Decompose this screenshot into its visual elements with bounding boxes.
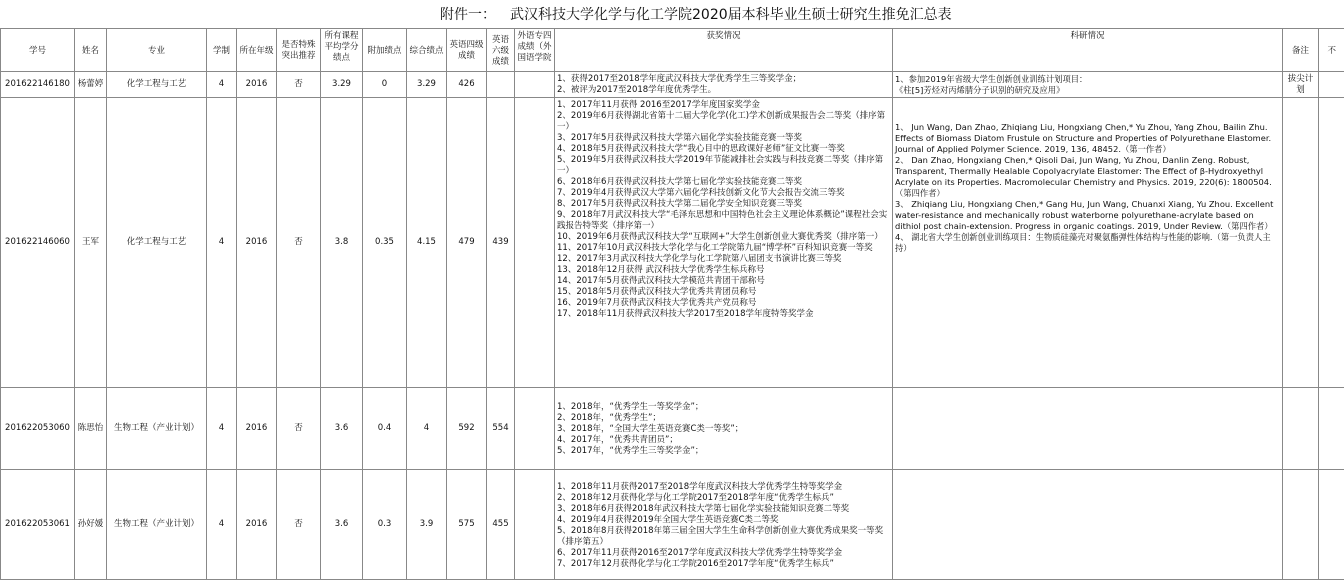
list-item: 1、2018年11月获得2017至2018学年度武汉科技大学优秀学生特等奖学金 (557, 482, 890, 493)
cell-total: 4.15 (407, 98, 447, 388)
cell-major: 生物工程（产业计划） (107, 470, 207, 580)
list-item: 2、2019年6月获得湖北省第十二届大学化学(化工)学术创新成果报告会二等奖（排序第一） (557, 111, 890, 133)
cell-gpa: 3.6 (321, 388, 363, 470)
table-row (1, 470, 1344, 580)
cell-gpa: 3.6 (321, 470, 363, 580)
cell-years: 4 (207, 72, 237, 98)
list-item: 3、2017年5月获得武汉科技大学第六届化学实验技能竞赛一等奖 (557, 133, 890, 144)
cell-foreign (515, 388, 555, 470)
cell-total: 3.29 (407, 72, 447, 98)
header-foreign: 外语专四成绩（外国语学院 (515, 29, 555, 72)
list-item: 15、2018年5月获得武汉科技大学优秀共青团员称号 (557, 287, 890, 298)
cell-years: 4 (207, 470, 237, 580)
table-row (1, 98, 1344, 388)
cell-grade: 2016 (237, 388, 277, 470)
cell-gpa: 3.29 (321, 72, 363, 98)
list-item: 3、2018年6月获得2018年武汉科技大学第七届化学实验技能知识竞赛二等奖 (557, 504, 890, 515)
list-item: 4、 湖北省大学生创新创业训练项目：生物质硅藻壳对聚氨酯弹性体结构与性能的影响.（第一负责人主持） (895, 232, 1280, 254)
list-item: 《柱[5]芳烃对丙烯腈分子识别的研究及应用》 (895, 85, 1280, 96)
cell-total: 3.9 (407, 470, 447, 580)
header-research: 科研情况 (893, 29, 1283, 72)
list-item: 16、2019年7月获得武汉科技大学优秀共产党员称号 (557, 298, 890, 309)
cell-extra (1319, 388, 1344, 470)
list-item: 5、2018年8月获得2018年第三届全国大学生生命科学创新创业大赛优秀成果奖一等奖（排序第五） (557, 526, 890, 548)
list-item: 9、2018年7月武汉科技大学“毛泽东思想和中国特色社会主义理论体系概论”课程社会实践报告特等奖（排序第一） (557, 210, 890, 232)
cell-major: 化学工程与工艺 (107, 72, 207, 98)
title-main: 武汉科技大学化学与化工学院2020届本科毕业生硕士研究生推免汇总表 (510, 0, 952, 30)
list-item: 4、2019年4月获得2019年全国大学生英语竞赛C类二等奖 (557, 515, 890, 526)
header-cet6: 英语六级成绩 (487, 29, 515, 72)
cell-total: 4 (407, 388, 447, 470)
cell-name: 王军 (75, 98, 107, 388)
cell-special: 否 (277, 388, 321, 470)
list-item: 5、2017年，“优秀学生三等奖学金”； (557, 446, 890, 457)
list-item: 7、2019年4月获得武汉大学第六届化学科技创新文化节大会报告交流三等奖 (557, 188, 890, 199)
table-row (1, 388, 1344, 470)
list-item: 11、2017年10月武汉科技大学化学与化工学院第九届“博学杯”百科知识竞赛一等奖 (557, 243, 890, 254)
header-id: 学号 (1, 29, 75, 72)
cell-major: 生物工程（产业计划） (107, 388, 207, 470)
header-total: 综合绩点 (407, 29, 447, 72)
title-prefix: 附件一： (440, 0, 496, 30)
list-item: 4、2018年5月获得武汉科技大学“我心目中的思政课好老师”征文比赛一等奖 (557, 144, 890, 155)
list-item: 6、2018年6月获得武汉科技大学第七届化学实验技能竞赛二等奖 (557, 177, 890, 188)
cell-cet6: 554 (487, 388, 515, 470)
list-item: 1、获得2017至2018学年度武汉科技大学优秀学生三等奖学金； (557, 74, 890, 85)
cell-extra (1319, 98, 1344, 388)
cell-name: 陈思怡 (75, 388, 107, 470)
cell-cet4: 575 (447, 470, 487, 580)
list-item: 7、2017年12月获得化学与化工学院2016至2017学年度“优秀学生标兵” (557, 559, 890, 570)
header-awards: 获奖情况 (555, 29, 893, 72)
list-item: 2、被评为2017至2018学年度优秀学生。 (557, 85, 890, 96)
cell-cet4: 592 (447, 388, 487, 470)
header-years: 学制 (207, 29, 237, 72)
table-row (1, 72, 1344, 98)
header-row (1, 29, 1344, 72)
list-item: 12、2017年3月武汉科技大学化学与化工学院第八届团支书演讲比赛三等奖 (557, 254, 890, 265)
cell-foreign (515, 98, 555, 388)
cell-remark (1283, 470, 1319, 580)
cell-bonus: 0.3 (363, 470, 407, 580)
cell-cet4: 479 (447, 98, 487, 388)
list-item: 1、参加2019年省级大学生创新创业训练计划项目： (895, 74, 1280, 85)
cell-awards (555, 98, 893, 388)
cell-special: 否 (277, 98, 321, 388)
header-major: 专业 (107, 29, 207, 72)
list-item: 1、 Jun Wang, Dan Zhao, Zhiqiang Liu, Hongxiang Chen,* Yu Zhou, Yang Zhou, Bailin Zhu. Effects of Biomass Diatom Frustule on Structure and Properties of Polyurethane Elastomer. Journal of Applied Polymer Science. 2019, 136, 48452.（第一作者） (895, 122, 1280, 155)
list-item: 17、2018年11月获得武汉科技大学2017至2018学年度特等奖学金 (557, 309, 890, 320)
header-gpa: 所有课程平均学分绩点 (321, 29, 363, 72)
cell-extra (1319, 72, 1344, 98)
header-grade: 所在年级 (237, 29, 277, 72)
cell-extra (1319, 470, 1344, 580)
cell-awards (555, 470, 893, 580)
cell-special: 否 (277, 470, 321, 580)
header-special: 是否特殊突出推荐 (277, 29, 321, 72)
cell-special: 否 (277, 72, 321, 98)
cell-major: 化学工程与工艺 (107, 98, 207, 388)
cell-research (893, 98, 1283, 388)
cell-research (893, 470, 1283, 580)
cell-awards (555, 388, 893, 470)
cell-remark (1283, 98, 1319, 388)
cell-cet4: 426 (447, 72, 487, 98)
header-remark: 备注 (1283, 29, 1319, 72)
list-item: 3、2018年，“全国大学生英语竞赛C类一等奖”； (557, 424, 890, 435)
cell-bonus: 0 (363, 72, 407, 98)
list-item: 13、2018年12月获得 武汉科技大学优秀学生标兵称号 (557, 265, 890, 276)
cell-name: 杨蕾婷 (75, 72, 107, 98)
cell-years: 4 (207, 388, 237, 470)
list-item: 1、2017年11月获得 2016至2017学年度国家奖学金 (557, 100, 890, 111)
nomination-table (0, 28, 1344, 580)
list-item: 6、2017年11月获得2016至2017学年度武汉科技大学优秀学生特等奖学金 (557, 548, 890, 559)
document-title (0, 0, 1344, 30)
cell-id: 201622146060 (1, 98, 75, 388)
cell-bonus: 0.35 (363, 98, 407, 388)
cell-remark (1283, 388, 1319, 470)
header-bonus: 附加绩点 (363, 29, 407, 72)
cell-id: 201622053061 (1, 470, 75, 580)
list-item: 14、2017年5月获得武汉科技大学模范共青团干部称号 (557, 276, 890, 287)
header-cet4: 英语四级成绩 (447, 29, 487, 72)
list-item: 3、 Zhiqiang Liu, Hongxiang Chen,* Gang Hu, Jun Wang, Chuanxi Xiang, Yu Zhou. Excellent water-resistance and mechanically robust waterborne polyurethane-acrylate based on dithiol post chain-extension. Progress in organic coatings. 2019, Under Review.（第四作者） (895, 199, 1280, 232)
list-item: 10、2019年6月获得武汉科技大学“互联网+”大学生创新创业大赛优秀奖（排序第一） (557, 232, 890, 243)
cell-research (893, 388, 1283, 470)
cell-id: 201622053060 (1, 388, 75, 470)
cell-cet6 (487, 72, 515, 98)
cell-awards (555, 72, 893, 98)
list-item: 5、2019年5月获得武汉科技大学2019年节能减排社会实践与科技竞赛二等奖（排序第一） (557, 155, 890, 177)
list-item: 2、 Dan Zhao, Hongxiang Chen,* Qisoli Dai, Jun Wang, Yu Zhou, Danlin Zeng. Robust, Transparent, Thermally Healable Copolyacrylate Elastomer: The Effect of β-Hydroxyethyl Acrylate on its Properties. Macromolecular Chemistry and Physics. 2019, 220(6): 1800504.（第四作者） (895, 155, 1280, 199)
cell-gpa: 3.8 (321, 98, 363, 388)
cell-years: 4 (207, 98, 237, 388)
header-name: 姓名 (75, 29, 107, 72)
cell-grade: 2016 (237, 470, 277, 580)
list-item: 8、2017年5月获得武汉科技大学第二届化学安全知识竞赛三等奖 (557, 199, 890, 210)
list-item: 1、2018年，“优秀学生一等奖学金”； (557, 402, 890, 413)
cell-cet6: 455 (487, 470, 515, 580)
cell-bonus: 0.4 (363, 388, 407, 470)
cell-name: 孙好媛 (75, 470, 107, 580)
list-item: 4、2017年，“优秀共青团员”； (557, 435, 890, 446)
cell-id: 201622146180 (1, 72, 75, 98)
cell-research (893, 72, 1283, 98)
cell-cet6: 439 (487, 98, 515, 388)
cell-grade: 2016 (237, 72, 277, 98)
cell-grade: 2016 (237, 98, 277, 388)
list-item: 2、2018年，“优秀学生”； (557, 413, 890, 424)
cell-remark: 拔尖计划 (1283, 72, 1319, 98)
header-extra: 不 (1319, 29, 1344, 72)
list-item: 2、2018年12月获得化学与化工学院2017至2018学年度“优秀学生标兵” (557, 493, 890, 504)
cell-foreign (515, 470, 555, 580)
cell-foreign (515, 72, 555, 98)
